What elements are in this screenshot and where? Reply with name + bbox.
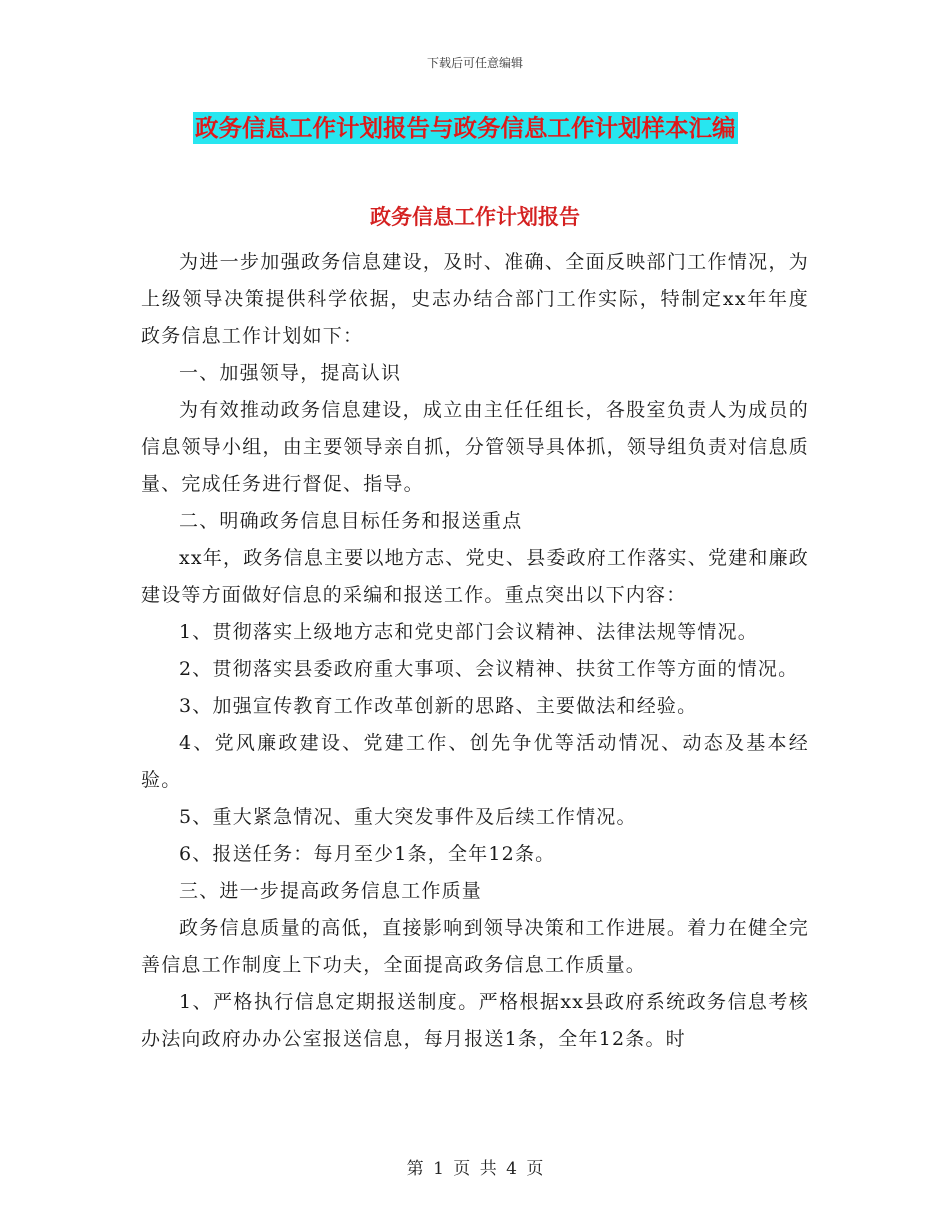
- list-item-4: 4、党风廉政建设、党建工作、创先争优等活动情况、动态及基本经验。: [141, 732, 809, 791]
- paragraph-quality: 政务信息质量的高低，直接影响到领导决策和工作进展。着力在健全完善信息工作制度上下功夫，全面提高政务信息工作质量。: [141, 917, 809, 976]
- list-item-quality-1: 1、严格执行信息定期报送制度。严格根据xx县政府系统政务信息考核办法向政府办办公室报送信息，每月报送1条，全年12条。时: [141, 991, 809, 1050]
- document-title: 政务信息工作计划报告与政务信息工作计划样本汇编: [195, 114, 736, 142]
- paragraph-priorities: xx年，政务信息主要以地方志、党史、县委政府工作落实、党建和廉政建设等方面做好信息的采编和报送工作。重点突出以下内容：: [141, 547, 809, 606]
- download-note: 下载后可任意编辑: [426, 56, 523, 70]
- list-item-1: 1、贯彻落实上级地方志和党史部门会议精神、法律法规等情况。: [179, 621, 758, 643]
- paragraph-leadership-group: 为有效推动政务信息建设，成立由主任任组长，各股室负责人为成员的信息领导小组，由主要领导亲自抓，分管领导具体抓，领导组负责对信息质量、完成任务进行督促、指导。: [141, 399, 809, 495]
- list-item-5: 5、重大紧急情况、重大突发事件及后续工作情况。: [179, 806, 637, 828]
- document-body: [141, 244, 809, 1058]
- heading-targets-and-priorities: 二、明确政务信息目标任务和报送重点: [179, 510, 523, 532]
- heading-strengthen-leadership: 一、加强领导，提高认识: [179, 362, 402, 384]
- list-item-3: 3、加强宣传教育工作改革创新的思路、主要做法和经验。: [179, 695, 698, 717]
- page-number: 第 1 页 共 4 页: [406, 1159, 544, 1179]
- list-item-2: 2、贯彻落实县委政府重大事项、会议精神、扶贫工作等方面的情况。: [179, 658, 799, 680]
- section-title: 政务信息工作计划报告: [370, 205, 580, 229]
- list-item-6: 6、报送任务：每月至少1条，全年12条。: [179, 843, 556, 865]
- paragraph-intro: 为进一步加强政务信息建设，及时、准确、全面反映部门工作情况，为上级领导决策提供科学依据，史志办结合部门工作实际，特制定xx年年度政务信息工作计划如下：: [141, 251, 809, 347]
- heading-improve-quality: 三、进一步提高政务信息工作质量: [179, 880, 483, 902]
